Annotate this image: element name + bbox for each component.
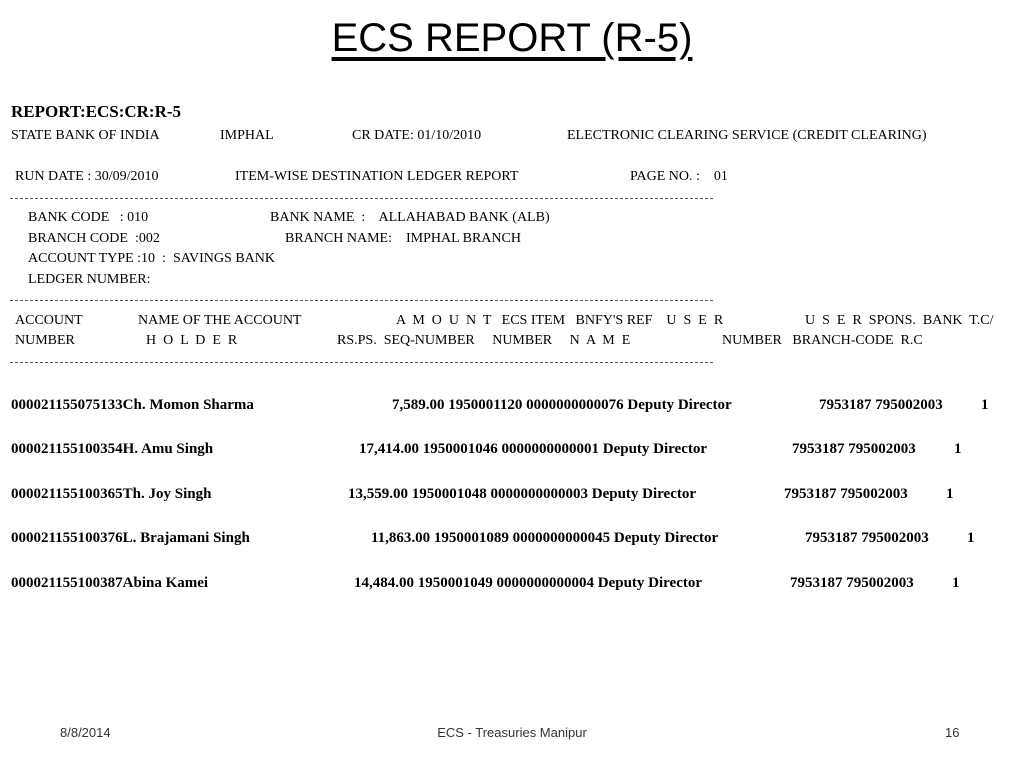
divider [10,362,713,363]
row-details: 11,863.00 1950001089 0000000000045 Deputy Director [371,530,719,546]
row-details: 7,589.00 1950001120 0000000000076 Deputy Director [392,397,732,413]
row-account-name: 000021155100354H. Amu Singh [11,441,214,457]
footer-center: ECS - Treasuries Manipur [437,725,587,740]
service-name: ELECTRONIC CLEARING SERVICE (CREDIT CLEARING) [567,128,927,143]
run-date: RUN DATE : 30/09/2010 [15,169,159,184]
bank-name-header: STATE BANK OF INDIA [11,128,160,143]
row-rc: 1 [946,486,954,502]
row-details: 14,484.00 1950001049 0000000000004 Deputy Director [354,575,703,591]
col-user-spons: U S E R SPONS. BANK T.C/ [805,313,994,328]
row-refs: 7953187 795002003 [819,397,943,413]
row-refs: 7953187 795002003 [805,530,929,546]
report-name: ITEM-WISE DESTINATION LEDGER REPORT [235,169,519,184]
footer-page-number: 16 [945,725,960,740]
row-rc: 1 [952,575,960,591]
cr-date: CR DATE: 01/10/2010 [352,128,482,143]
branch-name: BRANCH NAME: IMPHAL BRANCH [285,231,521,246]
bank-code: BANK CODE : 010 [28,210,149,225]
row-details: 17,414.00 1950001046 0000000000001 Deputy Director [359,441,708,457]
row-refs: 7953187 795002003 [790,575,914,591]
city: IMPHAL [220,128,274,143]
row-refs: 7953187 795002003 [784,486,908,502]
report-id: REPORT:ECS:CR:R-5 [11,102,182,121]
col-holder: H O L D E R [146,333,238,348]
divider [10,300,713,301]
col-account: ACCOUNT [15,313,83,328]
divider [10,198,713,199]
col-amount-etc: A M O U N T ECS ITEM BNFY'S REF U S E R [396,313,724,328]
ledger-number: LEDGER NUMBER: [28,272,151,287]
row-account-name: 000021155075133Ch. Momon Sharma [11,397,254,413]
bank-name: BANK NAME : ALLAHABAD BANK (ALB) [270,210,550,225]
row-refs: 7953187 795002003 [792,441,916,457]
row-account-name: 000021155100376L. Brajamani Singh [11,530,250,546]
account-type: ACCOUNT TYPE :10 : SAVINGS BANK [28,251,275,266]
col-number: NUMBER [15,333,75,348]
row-account-name: 000021155100387Abina Kamei [11,575,209,591]
col-number-branch: NUMBER BRANCH-CODE R.C [722,333,923,348]
row-details: 13,559.00 1950001048 0000000000003 Deputy Director [348,486,697,502]
row-rc: 1 [967,530,975,546]
col-name: NAME OF THE ACCOUNT [138,313,302,328]
page-no: PAGE NO. : 01 [630,169,728,184]
branch-code: BRANCH CODE :002 [28,231,160,246]
row-rc: 1 [954,441,962,457]
row-account-name: 000021155100365Th. Joy Singh [11,486,212,502]
row-rc: 1 [981,397,989,413]
col-rs-seq: RS.PS. SEQ-NUMBER NUMBER N A M E [337,333,631,348]
footer-date: 8/8/2014 [60,725,111,740]
slide-title: ECS REPORT (R-5) [331,16,693,60]
